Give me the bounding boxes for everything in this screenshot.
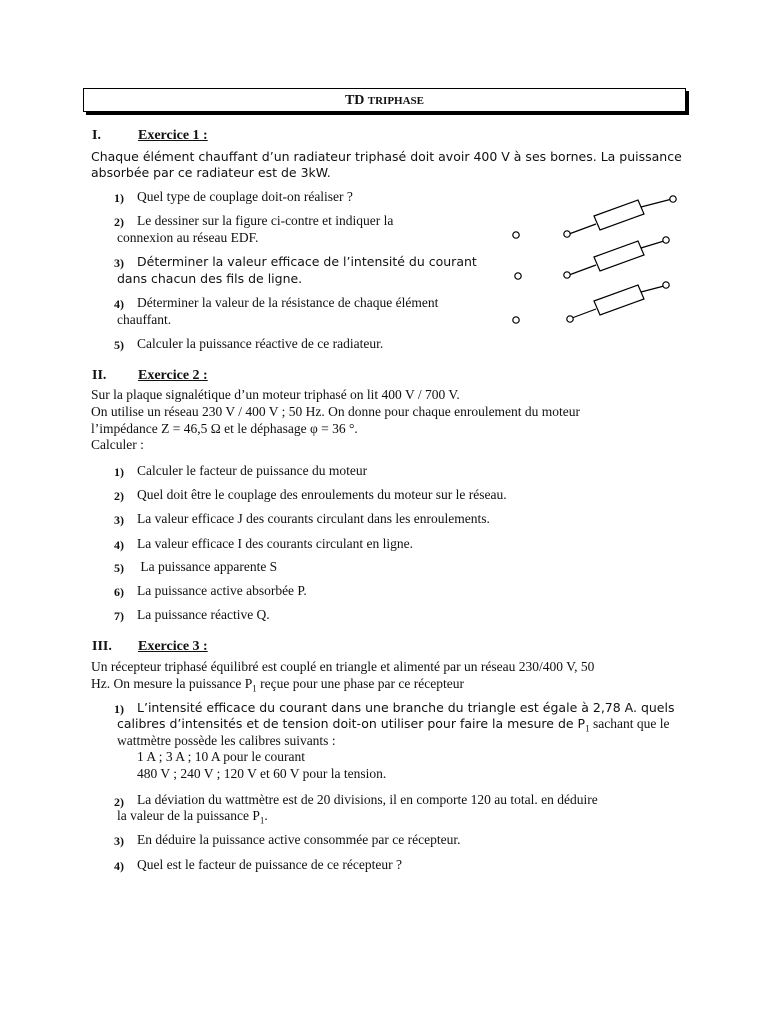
page-title: TD TRIPHASE xyxy=(344,93,425,108)
wire xyxy=(572,309,596,318)
ex3-intro-line1: Un récepteur triphasé équilibré est couplé en triangle et alimenté par un réseau 230/400 V, 50 xyxy=(91,659,595,674)
q-number: 1) xyxy=(114,702,124,716)
section-title-3: Exercice 3 : xyxy=(138,639,208,654)
question-text: connexion au réseau EDF. xyxy=(117,230,259,245)
question-text: Quel type de couplage doit-on réaliser ? xyxy=(137,189,353,204)
question-text: 480 V ; 240 V ; 120 V et 60 V pour la tension. xyxy=(137,766,387,781)
q-number: 2) xyxy=(114,489,124,503)
question-text: La valeur efficace J des courants circulant dans les enroulements. xyxy=(137,511,490,526)
wire xyxy=(569,265,596,275)
question-text: la valeur de la puissance $P_1$. xyxy=(117,808,268,826)
question-text: Quel doit être le couplage des enroulements du moteur sur le réseau. xyxy=(137,487,507,502)
question-text: La puissance réactive Q. xyxy=(137,607,270,622)
terminal-icon xyxy=(564,231,570,237)
question-text: chauffant. xyxy=(117,312,172,327)
question-text: La valeur efficace I des courants circulant en ligne. xyxy=(137,536,413,551)
section-number-2: II. xyxy=(92,368,107,383)
question-text: 1 A ; 3 A ; 10 A pour le courant xyxy=(137,749,305,764)
question-text: La puissance active absorbée P. xyxy=(137,583,307,598)
q-number: 3) xyxy=(114,834,124,848)
q-number: 2) xyxy=(114,795,124,809)
section-title-2: Exercice 2 : xyxy=(138,368,208,383)
section-number-3: III. xyxy=(92,639,112,654)
ex3-intro-line2: Hz. On mesure la puissance $P_1$ reçue pour une phase par ce récepteur xyxy=(91,676,464,694)
terminal-icon xyxy=(663,237,669,243)
terminal-icon xyxy=(564,272,570,278)
question-text: Déterminer la valeur efficace de l’intensité du courant xyxy=(137,254,477,269)
ex2-intro-line3: l’impédance Z = 46,5 Ω et le déphasage φ = 36 °. xyxy=(91,421,358,436)
section-number-1: I. xyxy=(92,128,101,143)
question-text: En déduire la puissance active consommée par ce récepteur. xyxy=(137,832,461,847)
wire xyxy=(641,241,664,248)
q-number: 4) xyxy=(114,538,124,552)
q-number: 7) xyxy=(114,609,124,623)
q-number: 1) xyxy=(114,191,124,205)
q-number: 5) xyxy=(114,561,124,575)
wire xyxy=(641,199,672,207)
question-text: calibres d’intensités et de tension doit-on utiliser pour faire la mesure de $P_1$ sachant que le xyxy=(117,716,670,734)
terminal-icon xyxy=(513,232,519,238)
question-text: Calculer le facteur de puissance du moteur xyxy=(137,463,368,478)
resistor-element-icon xyxy=(594,241,644,271)
question-text: Calculer la puissance réactive de ce radiateur. xyxy=(137,336,384,351)
terminal-icon xyxy=(513,317,519,323)
terminal-icon xyxy=(567,316,573,322)
q-number: 5) xyxy=(114,338,124,352)
terminal-icon xyxy=(670,196,676,202)
ex1-intro-line2: absorbée par ce radiateur est de 3kW. xyxy=(91,165,331,180)
wire xyxy=(641,286,664,292)
terminal-icon xyxy=(663,282,669,288)
q-number: 4) xyxy=(114,297,124,311)
ex2-intro-line2: On utilise un réseau 230 V / 400 V ; 50 Hz. On donne pour chaque enroulement du moteur xyxy=(91,404,581,419)
q-number: 1) xyxy=(114,465,124,479)
ex2-intro-line1: Sur la plaque signalétique d’un moteur triphasé on lit 400 V / 700 V. xyxy=(91,387,460,402)
resistor-element-icon xyxy=(594,285,644,315)
question-text: Déterminer la valeur de la résistance de chaque élément xyxy=(137,295,439,310)
q-number: 6) xyxy=(114,585,124,599)
question-text: wattmètre possède les calibres suivants : xyxy=(117,733,336,748)
section-title-1: Exercice 1 : xyxy=(138,128,208,143)
question-text: Quel est le facteur de puissance de ce récepteur ? xyxy=(137,857,402,872)
question-text: Le dessiner sur la figure ci-contre et indiquer la xyxy=(137,213,394,228)
q-number: 3) xyxy=(114,513,124,527)
question-text: L’intensité efficace du courant dans une branche du triangle est égale à 2,78 A. quels xyxy=(137,700,675,715)
question-text: dans chacun des fils de ligne. xyxy=(117,271,303,286)
terminal-icon xyxy=(515,273,521,279)
q-number: 4) xyxy=(114,859,124,873)
wire xyxy=(569,224,596,234)
ex2-intro-line4: Calculer : xyxy=(91,437,144,452)
q-number: 2) xyxy=(114,215,124,229)
ex1-intro-line1: Chaque élément chauffant d’un radiateur triphasé doit avoir 400 V à ses bornes. La puissance xyxy=(91,149,682,164)
question-text: La puissance apparente S xyxy=(137,559,278,574)
question-text: La déviation du wattmètre est de 20 divisions, il en comporte 120 au total. en déduire xyxy=(137,792,598,807)
q-number: 3) xyxy=(114,256,124,270)
resistor-element-icon xyxy=(594,200,644,230)
